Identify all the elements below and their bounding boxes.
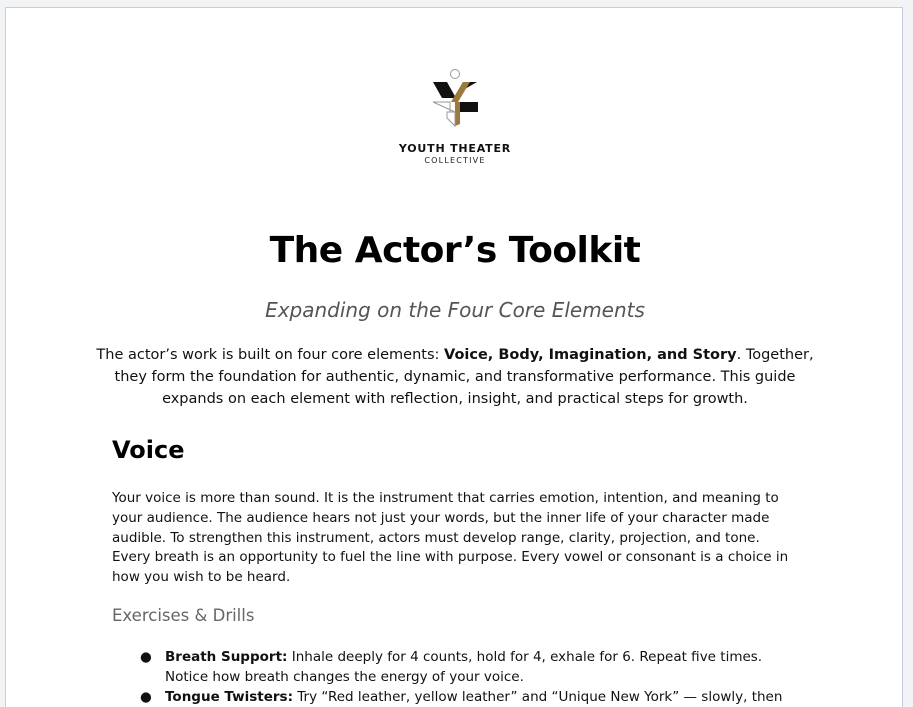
intro-lead: The actor’s work is built on four core elements: [96,347,445,363]
voice-paragraph: Your voice is more than sound. It is the instrument that carries emotion, intention, and meaning to your audience. The audience hears not just your words, but the inner life of your character made audible. To strengthen this instrument, actors must develop range, clarity, projection, and tone. Every breath is an opportunity to fuel the line with purpose. Every vowel or consonant is a choice in how you wish to be heard. [112,490,789,586]
logo-subtitle: COLLECTIVE [424,156,486,165]
voice-heading: Voice [112,436,185,464]
drill-label: Tongue Twisters: [165,688,293,705]
intro-core-elements: Voice, Body, Imagination, and Story [444,347,737,363]
list-item [112,648,802,688]
drills-list [112,648,802,707]
bullet-icon: ● [140,688,152,705]
drill-label: Breath Support: [165,649,288,665]
theater-logo-icon [430,68,480,138]
document-page [5,7,903,707]
intro-rest: . Together, they form the foundation for authentic, dynamic, and transformative performance. This guide expands on each element with reflection, insight, and practical steps for growth. [114,347,814,407]
drill-text: Inhale deeply for 4 counts, hold for 4, exhale for 6. Repeat five times. Notice how breath changes the energy of your voice. [165,649,763,685]
bullet-icon: ● [140,649,152,665]
logo [6,68,903,165]
list-item [112,688,802,707]
intro-paragraph [96,344,814,410]
drill-text: Try “Red leather, yellow leather” and “Unique New York” — slowly, then [293,688,783,705]
exercises-heading: Exercises & Drills [112,606,255,625]
logo-name: YOUTH THEATER [398,142,512,155]
document-title: The Actor’s Toolkit [269,230,641,271]
document-subtitle: Expanding on the Four Core Elements [265,298,645,322]
